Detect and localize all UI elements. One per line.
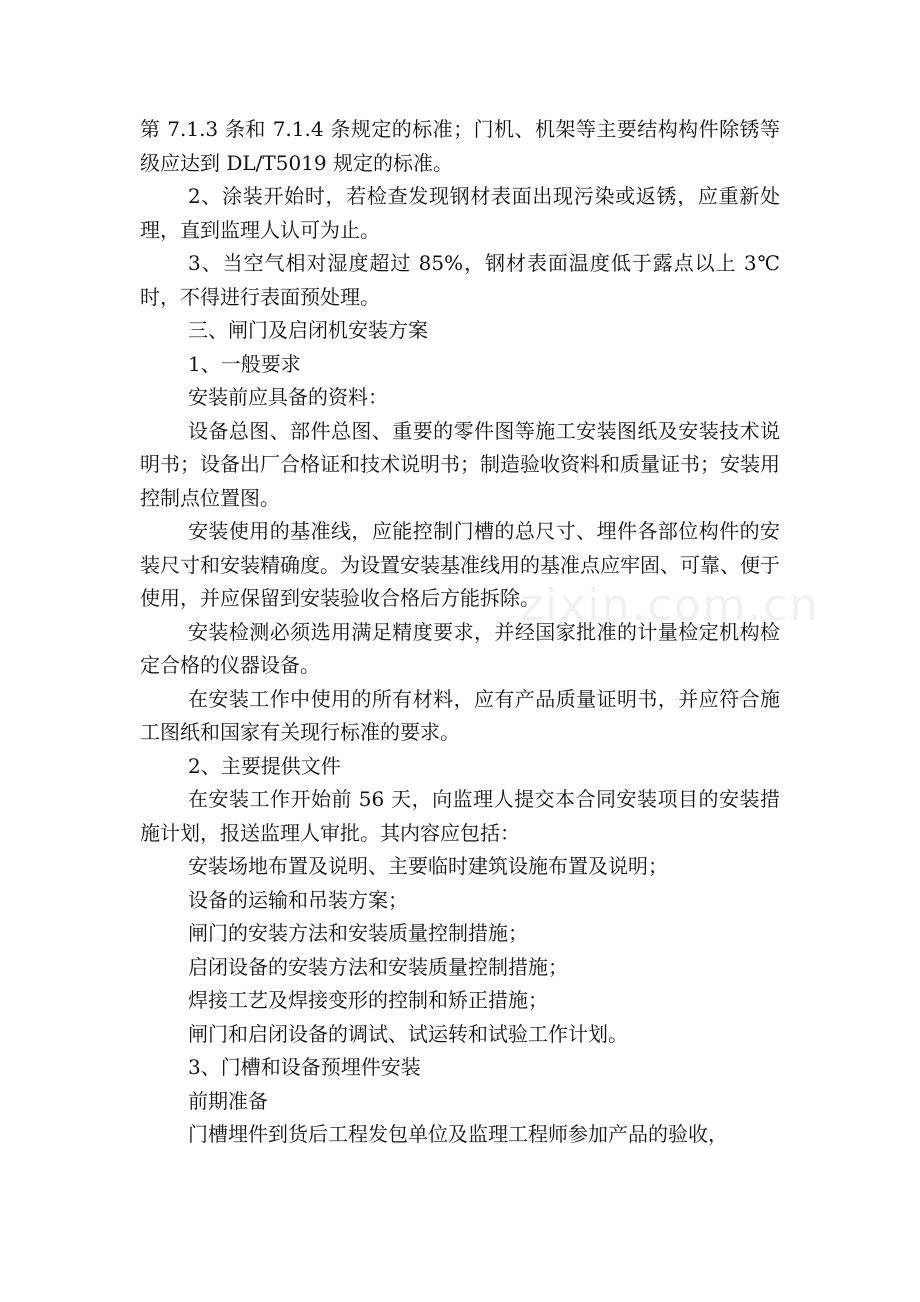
paragraph-8: 安装使用的基准线，应能控制门槽的总尺寸、埋件各部位构件的安装尺寸和安装精确度。为设置安装基准线用的基准点应牢固、可靠、便于使用，并应保留到安装验收合格后方能拆除。 [140, 519, 780, 610]
paragraph-1: 第 7.1.3 条和 7.1.4 条规定的标准；门机、机架等主要结构构件除锈等级应达到 DL/T5019 规定的标准。 [140, 117, 780, 175]
section-heading-3: 三、闸门及启闭机安装方案 [188, 318, 428, 342]
document-body [140, 113, 780, 1152]
paragraph-10: 在安装工作中使用的所有材料，应有产品质量证明书，并应符合施工图纸和国家有关现行标准的要求。 [140, 686, 780, 744]
subheading-embedded-parts: 3、门槽和设备预埋件安装 [188, 1055, 421, 1079]
paragraph-9: 安装检测必须选用满足精度要求，并经国家批准的计量检定机构检定合格的仪器设备。 [140, 619, 780, 677]
subheading-preparation: 前期准备 [188, 1088, 268, 1113]
list-item-6: 闸门和启闭设备的调试、试运转和试验工作计划。 [188, 1021, 628, 1046]
list-item-5: 焊接工艺及焊接变形的控制和矫正措施； [188, 988, 548, 1012]
paragraph-7: 设备总图、部件总图、重要的零件图等施工安装图纸及安装技术说明书；设备出厂合格证和技术说明书；制造验收资料和质量证书；安装用控制点位置图。 [140, 418, 780, 510]
list-item-1: 安装场地布置及说明、主要临时建筑设施布置及说明； [188, 854, 668, 878]
paragraph-12: 在安装工作开始前 56 天，向监理人提交本合同安装项目的安装措施计划，报送监理人审批。其内容应包括： [140, 787, 780, 845]
list-item-4: 启闭设备的安装方法和安装质量控制措施； [188, 954, 568, 979]
list-item-2: 设备的运输和吊装方案； [188, 887, 408, 912]
watermark: zixin.com.cn [520, 580, 820, 631]
paragraph-6: 安装前应具备的资料： [188, 385, 388, 409]
paragraph-21: 门槽埋件到货后工程发包单位及监理工程师参加产品的验收， [188, 1122, 728, 1146]
subheading-general-requirements: 1、一般要求 [188, 351, 301, 376]
paragraph-3: 3、当空气相对湿度超过 85%，钢材表面温度低于露点以上 3℃时，不得进行表面预处理。 [140, 251, 780, 309]
subheading-documents: 2、主要提供文件 [188, 753, 341, 778]
list-item-3: 闸门的安装方法和安装质量控制措施； [188, 921, 528, 945]
paragraph-2: 2、涂装开始时，若检查发现钢材表面出现污染或返锈，应重新处理，直到监理人认可为止。 [140, 184, 780, 242]
